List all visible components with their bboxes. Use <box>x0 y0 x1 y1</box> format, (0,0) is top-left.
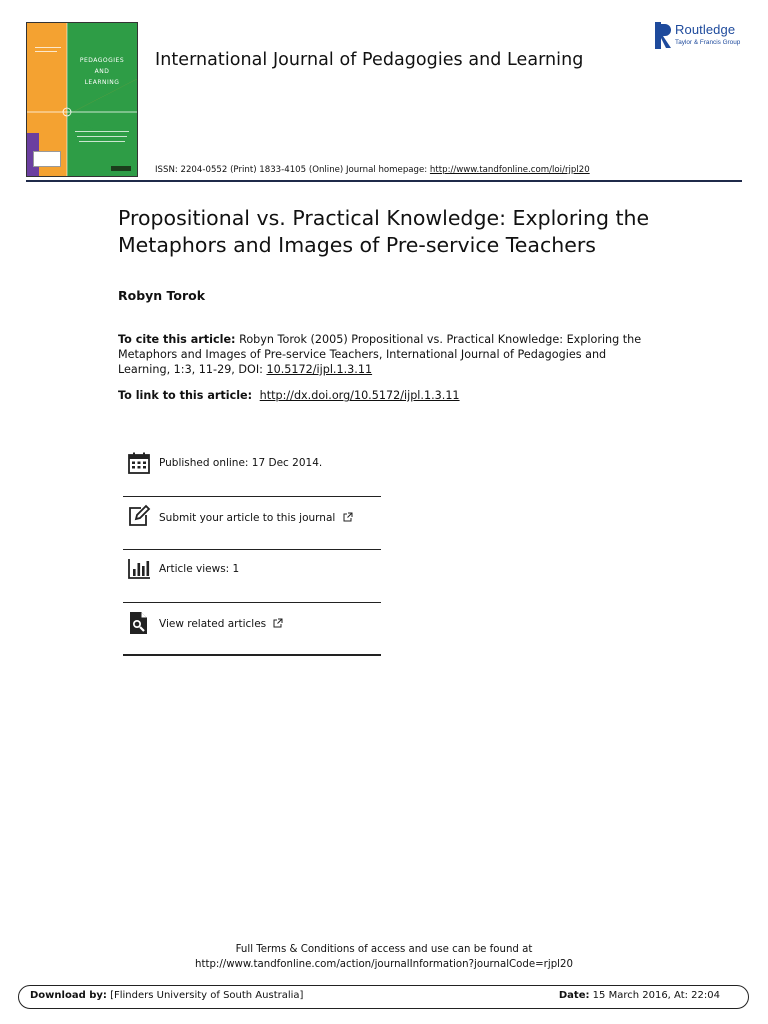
header-divider <box>26 180 742 182</box>
journal-cover-image <box>26 22 138 177</box>
terms-line: Full Terms & Conditions of access and use can be found at <box>235 944 533 955</box>
submit-article-link[interactable] <box>159 512 353 524</box>
publisher-name: Routledge <box>675 22 736 37</box>
related-articles-label: View related articles <box>159 618 267 630</box>
publisher-group: Taylor & Francis Group <box>675 39 741 46</box>
published-row <box>123 440 381 490</box>
citation-block <box>118 332 648 377</box>
calendar-icon <box>127 451 151 475</box>
related-articles-row[interactable] <box>123 603 381 653</box>
submit-article-row[interactable] <box>123 497 381 547</box>
cite-label: To cite this article: <box>118 333 236 346</box>
download-by <box>30 990 303 1001</box>
issn-line <box>155 165 590 175</box>
cover-title <box>69 55 135 88</box>
info-bottom-divider <box>123 654 381 656</box>
journal-homepage-link[interactable]: http://www.tandfonline.com/loi/rjpl20 <box>429 165 590 175</box>
routledge-r-icon <box>655 22 672 49</box>
external-link-icon <box>343 512 353 522</box>
cover-title-line: LEARNING <box>84 79 120 86</box>
published-date: Published online: 17 Dec 2014. <box>159 457 323 469</box>
edit-icon <box>127 504 151 528</box>
article-author: Robyn Torok <box>118 288 206 303</box>
doi-link[interactable]: 10.5172/ijpl.1.3.11 <box>266 363 373 376</box>
article-views: Article views: 1 <box>159 563 240 575</box>
submit-article-label: Submit your article to this journal <box>159 512 336 524</box>
external-link-icon <box>273 618 283 628</box>
link-label: To link to this article: <box>118 389 253 402</box>
routledge-logo <box>655 22 750 50</box>
cite-text: Robyn Torok (2005) Propositional vs. Practical Knowledge: Exploring the Metaphors and Images of Pre-service Teachers, International Journal of Pedagogies and Learning, 1:3, 11-29, DOI: <box>118 333 642 376</box>
terms-url[interactable]: http://www.tandfonline.com/action/journalInformation?journalCode=rjpl20 <box>195 958 573 970</box>
bar-chart-icon <box>127 557 151 581</box>
document-search-icon <box>127 611 151 635</box>
download-institution: [Flinders University of South Australia] <box>110 990 304 1001</box>
article-title: Propositional vs. Practical Knowledge: Exploring the Metaphors and Images of Pre-service Teachers <box>118 206 650 257</box>
cover-title-line: AND <box>94 68 110 75</box>
date-value: 15 March 2016, At: 22:04 <box>592 990 720 1001</box>
download-label: Download by: <box>30 990 107 1001</box>
article-views-row <box>123 550 381 600</box>
terms-notice <box>0 943 768 972</box>
journal-title: International Journal of Pedagogies and Learning <box>155 50 584 70</box>
cover-label-box <box>33 151 61 167</box>
article-doi-url-link[interactable]: http://dx.doi.org/10.5172/ijpl.1.3.11 <box>259 389 460 402</box>
cover-title-line: PEDAGOGIES <box>79 57 125 64</box>
download-date <box>559 990 720 1001</box>
cover-publisher-mark <box>111 166 131 171</box>
related-articles-link[interactable] <box>159 618 283 630</box>
download-bar <box>18 985 749 1009</box>
article-link-line <box>118 389 460 402</box>
date-label: Date: <box>558 990 590 1001</box>
issn-text: ISSN: 2204-0552 (Print) 1833-4105 (Online) Journal homepage: <box>155 165 428 175</box>
